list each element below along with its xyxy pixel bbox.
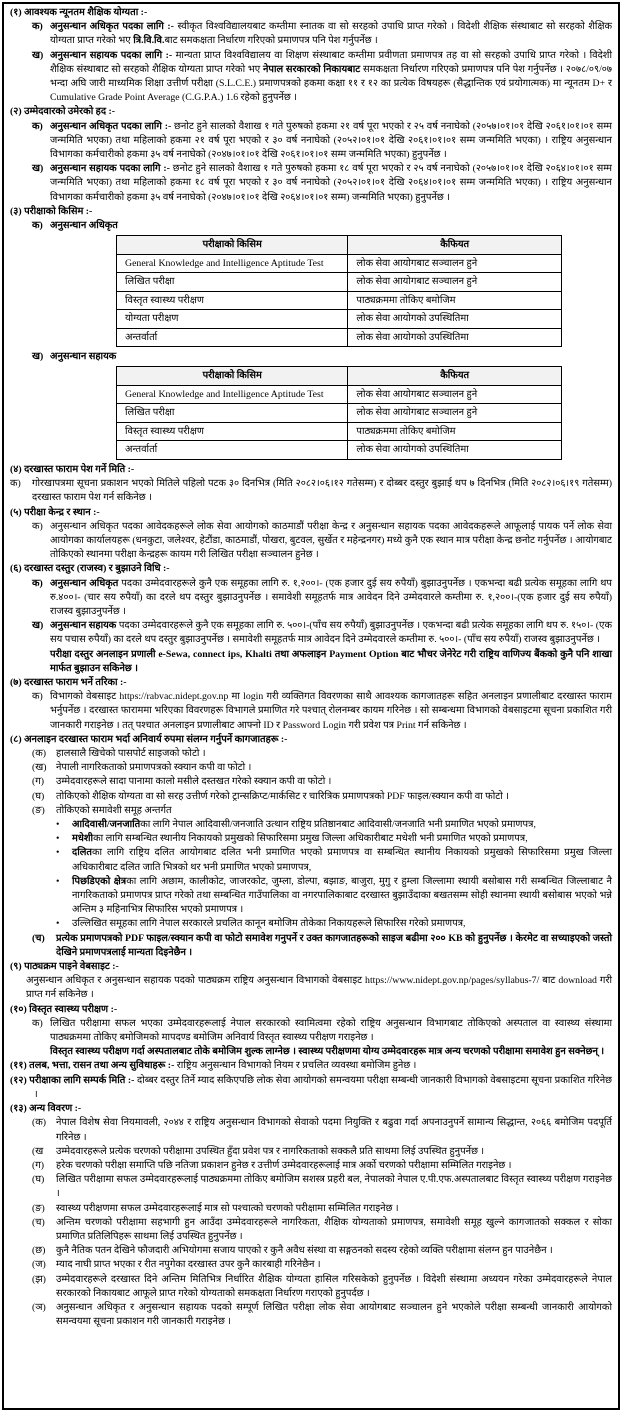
item-label: (घ) (32, 790, 45, 802)
bold-text-run: अनुसन्धान अधिकृत (50, 220, 118, 232)
section-title: दरखास्त दस्तुर (राजस्व) र बुझाउने विधि :- (21, 563, 170, 575)
text-run: अन्तिम चरणको परीक्षामा सहभागी हुन आउँदा उम्मेदवारहरूले नागरिकता, शैक्षिक योग्यताको प्रमाणपत्र, समावेशी समूह खुल्ने कागजातको सक्कल र सोका प्रमाणित प्रतिलिपिहरू साथमा लिई उपस्थित हुनुपर्नेछ । (56, 1216, 612, 1242)
text-run: म्याद नाघी प्राप्त भएका र रीत नपुगेका दरखास्त उपर कुनै कारबाही गरिनेछैन । (56, 1259, 321, 1271)
doc-item (10, 1173, 612, 1201)
section-title: विस्तृत स्वास्थ्य परीक्षण :- (26, 1003, 118, 1015)
section-title: परीक्षाको किसिम :- (21, 205, 93, 217)
table-row (117, 404, 562, 423)
table-cell: विस्तृत स्वास्थ्य परीक्षण (117, 291, 348, 310)
item-label: क) (32, 691, 43, 703)
section-title: परीक्षा केन्द्र र स्थान :- (21, 506, 100, 518)
bullet-item (10, 875, 612, 918)
text-run: लिखित परीक्षामा सफल भएका उम्मेदवारहरूलाई नेपाल सरकारको स्वामित्वमा रहेको राष्ट्रिय अनुसन्धान विभागबाट तोकिएको अस्पताल वा स्वास्थ्य संस्थामा पाठ्यक्रममा तोकिए बमोजिमको मापदण्ड बमोजिम अनिवार्य विस्तृत स्वास्थ्य परीक्षण गराइनेछ । (50, 1017, 612, 1044)
exam-type-table (116, 366, 562, 460)
text-run: कुनै नैतिक पतन देखिने फौजदारी अभियोगमा सजाय पाएको र कुनै अवैध संस्था वा सङ्गठनको सदस्य रहेको व्यक्ति परीक्षामा संलग्न हुन पाउनेछैन । (56, 1245, 553, 1257)
bold-text-run: अनुसन्धान अधिकृत पदका लागि :- (50, 21, 174, 33)
bold-text-run: अनुसन्धान सहायक पदका लागि :- (50, 163, 170, 175)
doc-item (10, 520, 612, 563)
text-run: तोकिएको समावेशी समूह अन्तर्गत (56, 804, 172, 816)
section-heading (10, 1074, 612, 1102)
doc-item (10, 1017, 612, 1045)
section-title: उम्मेदवारको उमेरको हद :- (21, 106, 116, 118)
bold-text-run: अनुसन्धान अधिकृत (50, 577, 119, 589)
table-header-cell: परीक्षाको किसिम (117, 367, 348, 386)
bold-text-run: पिछडिएको क्षेत्र (72, 875, 127, 887)
table-cell: योग्यता परीक्षण (117, 310, 348, 329)
doc-item (10, 790, 612, 804)
text-run: पदका उम्मेदवारहरूले कुनै एक समूहका लागि रु. १,२००।- (एक हजार दुई सय रुपैयाँ) बुझाउनुपर्नेछ । एकभन्दा बढी प्रत्येक समूहका लागि थप रु.४००।- (चार सय रुपैयाँ) का दरले थप दस्तुर बुझाउनुपर्नेछ । समावेशी समूहतर्फ मात्र आवेदन दिने उम्मेदवारले कम्तीमा रु. १,२००।-(एक हजार दुई सय रुपैयाँ) राजस्व बुझाउनुपर्नेछ । (50, 577, 612, 617)
bullet-item (10, 846, 612, 874)
table-row (117, 385, 562, 404)
doc-item (10, 219, 612, 233)
section-heading (10, 105, 612, 119)
table-cell: लिखित परीक्षा (117, 404, 348, 423)
section-title: दरखास्त फाराम भर्ने तरिका :- (21, 677, 127, 688)
table-row (117, 310, 562, 329)
text-run: अनुसन्धान अधिकृत पदका आवेदकहरूले लोक सेवा आयोगको काठमाडौं परीक्षा केन्द्र र अनुसन्धान सहायक पदका आवेदकहरूले आफूलाई पायक पर्ने लोक सेवा आयोगका कार्यालयहरू (धनकुटा, जलेश्वर, हेटौंडा, काठमाडौं, पोखरा, बुटवल, सुर्खेत र महेन्द्रनगर) मध्ये कुनै एक स्थान मात्र परीक्षा केन्द्र छनोट गर्नुपर्नेछ । आयोगबाट तोकिएको स्थानमा परीक्षा केन्द्रहरू कायम गरी लिखित परीक्षा सञ्चालन हुनेछ । (50, 520, 612, 561)
text-run: उल्लिखित समूहका लागि नेपाल सरकारले प्रचलित कानून बमोजिम तोकेका निकायहरूले सिफारिस गरेको प्रमाणपत्र, (72, 918, 466, 930)
doc-item (10, 1202, 612, 1216)
bold-text-run: त्रि.वि.वि. (133, 35, 165, 47)
item-label: (ग) (32, 776, 45, 788)
text-run: नेपाली नागरिकताको प्रमाणपत्रको स्क्यान कपी वा फोटो । (56, 762, 252, 774)
item-label: (ज) (32, 1259, 46, 1271)
table-header-row (117, 367, 562, 386)
text-run: स्वीकृत विश्वविद्यालयबाट कम्तीमा स्नातक वा सो सरहको उपाधि प्राप्त गरेको । विदेशी शैक्षिक संस्थाबाट सो सरहको शैक्षिक योग्यता प्राप्त गरेको भए (50, 21, 612, 47)
doc-item (10, 761, 612, 775)
table-row (117, 254, 562, 273)
text-run: का लागि नेपाल आदिवासी/जनजाति उत्थान राष्ट्रिय प्रतिष्ठानबाट आदिवासी/जनजाति भनी प्रमाणित भएको प्रमाणपत्र, (140, 819, 536, 831)
table-cell: लोक सेवा आयोगबाट सञ्चालन हुने (348, 404, 562, 423)
text-run: गोरखापत्रमा सूचना प्रकाशन भएको मितिले पहिलो पटक ३० दिनभित्र (मिति २०८२।०६।१२ गतेसम्म) र दोब्बर दस्तुर बुझाई थप ७ दिनभित्र (मिति २०८२।०६।१९ गतेसम्म) दरखास्त फाराम पेश गर्न सकिनेछ । (32, 478, 612, 504)
section-title: अनलाइन दरखास्त फाराम भर्दा अनिवार्य रुपमा संलग्न गर्नुपर्ने कागजातहरू :- (21, 733, 288, 745)
item-label: ख) (32, 351, 44, 363)
table-cell: लोक सेवा आयोगको उपस्थितिमा (348, 328, 562, 347)
doc-item (10, 1273, 612, 1301)
section-heading (10, 205, 612, 219)
notice-document (10, 6, 612, 1329)
doc-paragraph (10, 1045, 612, 1059)
doc-item (10, 1159, 612, 1173)
section-number: (१३) (10, 1103, 27, 1115)
text-run: छनोट हुने सालको वैशाख १ गते पुरुषको हकमा २१ वर्ष पूरा भएको र २५ वर्ष ननाघेको (२०५७।०१।०१ देखि २०६१।०१।०१ सम्म जन्ममिति भएका) तथा महिलाको हकमा २१ वर्ष पूरा भएको र ३० वर्ष ननाघेको (२०५२।०१।०१ देखि २०६१।०१।०१ सम्म जन्ममिति भएका) । राष्ट्रिय अनुसन्धान विभागका कर्मचारीको हकमा ३५ वर्ष ननाघेको (२०४७।०१।०१ देखि २०६१।०१।०१ सम्म जन्ममिति भएका) हुनुपर्नेछ । (50, 120, 612, 161)
text-run: राष्ट्रिय अनुसन्धान विभागको नियम र प्रचलित व्यवस्था बमोजिम हुनेछ । (174, 1060, 417, 1072)
section-title: पाठ्यक्रम पाइने वेबसाइट :- (21, 961, 119, 973)
section-heading (10, 6, 612, 20)
text-run: हरेक चरणको परीक्षा समाप्ति पछि नतिजा प्रकाशन हुनेछ र उत्तीर्ण उम्मेदवारहरूलाई मात्र अर्को चरणको परीक्षामा सम्मिलित गराइनेछ । (56, 1159, 512, 1171)
section-heading (10, 463, 612, 477)
section-title: आवश्यक न्यूनतम शैक्षिक योग्यता :- (21, 7, 148, 18)
table-cell: लोक सेवा आयोगबाट सञ्चालन हुने (348, 273, 562, 292)
item-label: क) (32, 120, 43, 132)
text-run: छनोट हुने सालको वैशाख १ गते पुरुषको हकमा १८ वर्ष पूरा भएको र २५ वर्ष ननाघेको (२०५७।०१।०१ देखि २०६४।०१।०१ सम्म जन्ममिति भएका) तथा महिलाको हकमा १८ वर्ष पूरा भएको र ३० वर्ष ननाघेको (२०५२।०१।०१ देखि २०६४।०१।०१ सम्म जन्ममिति भएका) । राष्ट्रिय अनुसन्धान विभागका कर्मचारीको हकमा ३५ वर्ष ननाघेको (२०४७।०१।०१ देखि २०६४।०१।०१ सम्म) जन्ममिति भएका) हुनुपर्नेछ । (50, 163, 612, 203)
bold-text-run: परीक्षा दस्तुर अनलाइन प्रणाली e-Sewa, connect ips, Khalti तथा अफलाइन Payment Option बाट भौचर जेनेरेट गरी राष्ट्रिय वाणिज्य बैंकको कुनै पनि शाखा मार्फत बुझाउन सकिनेछ । (50, 648, 612, 674)
table-cell: लोक सेवा आयोगको उपस्थितिमा (348, 441, 562, 460)
text-run: दोब्बर दस्तुर तिर्ने म्याद सकिएपछि लोक सेवा आयोगको समन्वयमा परीक्षा सम्बन्धी जानकारी विभागको वेबसाइटमा सूचना प्रकाशित गरिनेछ । (34, 1074, 613, 1100)
section-heading (10, 562, 612, 576)
text-run: का लागि अछाम, कालीकोट, जाजरकोट, जुम्ला, डोल्पा, बझाङ, बाजुरा, मुगु र हुम्ला जिल्लामा स्थायी बसोबास गरी सम्बन्धित जिल्लाबाट नै नागरिकताको प्रमाणपत्र प्राप्त गरेको तथा सम्बन्धित गाउँपालिका वा नगरपालिकाबाट दरखास्त बुझाउँदाका बखतसम्म सोही स्थानमा स्थायी बसोबास भएको भन्ने अन्तिम ३ महिनाभित्र सिफारिस भएको प्रमाणपत्र । (72, 875, 612, 916)
table-cell: General Knowledge and Intelligence Aptitude Test (117, 385, 348, 404)
doc-item (10, 120, 612, 163)
item-label: (घ) (32, 1174, 45, 1186)
table-cell: पाठ्यक्रममा तोकिए बमोजिम (348, 291, 562, 310)
doc-item (10, 775, 612, 789)
bold-text-run: अनुसन्धान सहायक (50, 351, 117, 363)
section-number: (१) (10, 7, 22, 18)
doc-item (10, 162, 612, 205)
text-run: बाट समकक्षता निर्धारण गरिएको प्रमाणपत्र पनि पेश गर्नुपर्नेछ । (164, 35, 378, 47)
bold-text-run: अनुसन्धान सहायक पदका लागि :- (50, 49, 173, 61)
section-number: (१०) (10, 1003, 27, 1015)
doc-item (10, 1244, 612, 1258)
doc-paragraph (10, 974, 612, 1002)
text-run: का लागि सम्बन्धित स्थानीय निकायको प्रमुखको सिफारिसमा प्रमुख जिल्ला अधिकारीबाट मधेशी भनी प्रमाणित भएको प्रमाणपत्र, (93, 833, 528, 845)
text-run: अनुसन्धान अधिकृत र अनुसन्धान सहायक पदको सम्पूर्ण लिखित परीक्षा लोक सेवा आयोगबाट सञ्चालन हुने भएकोले परीक्षा सम्बन्धी जानकारी आयोगको समन्वयमा सूचना प्रकाशन गरी जानकारी गराइनेछ । (56, 1301, 612, 1328)
bold-text-run: प्रत्येक प्रमाणपत्रको PDF फाइल/स्क्यान कपी वा फोटो समावेश गनुपर्ने र उक्त कागजातहरूको साइज बढीमा २०० KB को हुनुपर्नेछ । केरमेट वा सच्याइएको जस्तो देखिने प्रमाणपत्रलाई मान्यता दिइनेछैन । (56, 932, 612, 958)
exam-type-table (116, 235, 562, 347)
table-row (117, 291, 562, 310)
text-run: विभागको वेबसाइट https://rabvac.nidept.gov.np मा login गरी व्यक्तिगत विवरणका साथै आवश्यक कागजातहरू सहित अनलाइन प्रणालीबाट दरखास्त फाराम भर्नुपर्नेछ । दरखास्त फाराममा भरिएका विवरणहरू विभागले प्रमाणित गरे पश्चात् रोलनम्बर कायम गरिनेछ । सो सम्बन्धमा विभागको वेबसाइटमा सूचना प्रकाशित गरी जानकारी गराइनेछ । तत् पश्चात अनलाइन प्रणालीबाट आफ्नो ID र Password Login गरी प्रवेश पत्र Print गर्न सकिनेछ । (50, 691, 612, 731)
bold-text-run: विस्तृत स्वास्थ्य परीक्षण गर्दा अस्पतालबाट तोके बमोजिम शुल्क लाग्नेछ । स्वास्थ्य परीक्षणमा योग्य उम्मेदवारहरू मात्र अन्य चरणको परीक्षामा समावेश हुन सक्नेछन् । (50, 1046, 605, 1058)
text-run: का लागि राष्ट्रिय दलित आयोगबाट दलित भनी प्रमाणित भएको प्रमाणपत्र वा सम्बन्धित स्थानीय निकायको प्रमुखको सिफारिसमा प्रमुख जिल्ला अधिकारीबाट दलित जाति भित्रको थर भनी प्रमाणित भएको प्रमाणपत्र, (72, 847, 612, 873)
item-label: क) (32, 21, 43, 33)
table-header-row (117, 236, 562, 255)
section-number: (५) (10, 506, 22, 518)
doc-item (10, 1116, 612, 1144)
doc-paragraph (10, 648, 612, 676)
section-heading (10, 733, 612, 747)
item-label: (छ) (32, 1245, 46, 1257)
item-label: क) (32, 220, 43, 232)
item-label: (ग) (32, 1159, 45, 1171)
item-label: (च) (32, 932, 45, 944)
text-run: स्वास्थ्य परीक्षणमा सफल उम्मेदवारहरूलाई मात्र सो पश्चात्को चरणको परीक्षामा सम्मिलित गराइनेछ । (56, 1202, 399, 1214)
table-header-cell: परीक्षाको किसिम (117, 236, 348, 255)
bullet-marker-icon: • (56, 833, 60, 845)
text-run: उम्मेदवारहरूले सादा पानामा कालो मसीले दस्तखत गरेको स्क्यान कपी वा फोटो । (56, 776, 332, 788)
bold-text-run: दलित (72, 847, 92, 859)
table-cell: लिखित परीक्षा (117, 273, 348, 292)
section-number: (७) (10, 677, 22, 688)
table-cell: लोक सेवा आयोगबाट सञ्चालन हुने (348, 385, 562, 404)
doc-item (10, 477, 612, 505)
section-number: (३) (10, 205, 22, 217)
item-label: क) (32, 520, 43, 532)
section-number: (४) (10, 463, 22, 475)
item-label: क) (32, 577, 43, 589)
section-heading (10, 676, 612, 690)
text-run: लिखित परीक्षामा सफल उम्मेदवारहरूलाई पाठ्यक्रममा तोकिए बमोजिम सशस्त्र प्रहरी बल, नेपालको नेपाल ए.पी.एफ.अस्पतालबाट विस्तृत स्वास्थ्य परीक्षण गराइनेछ । (56, 1174, 612, 1200)
section-heading (10, 1102, 612, 1116)
doc-item (10, 1258, 612, 1272)
table-row (117, 273, 562, 292)
bold-text-run: मधेशी (72, 833, 94, 845)
text-run: उम्मेदवारहरूले दरखास्त दिने अन्तिम मितिभित्र निर्धारित शैक्षिक योग्यता हासिल गरिसकेको हुनुपर्नेछ । विदेशी संस्थामा अध्ययन गरेका उम्मेदवारहरूले नेपाल सरकारको निकायबाट आफूले प्राप्त गरेको योग्यताको समकक्षता निर्धारण गराएको हुनुपर्दछ । (56, 1273, 612, 1299)
item-label: क) (32, 1017, 43, 1029)
table-cell: विस्तृत स्वास्थ्य परीक्षण (117, 422, 348, 441)
doc-item (10, 1301, 612, 1329)
item-label: (झ) (32, 1273, 46, 1285)
section-title: परीक्षाका लागि सम्पर्क मिति :- (26, 1074, 135, 1086)
bullet-item (10, 818, 612, 832)
item-label: (च) (32, 1216, 45, 1228)
doc-item (10, 1145, 612, 1159)
text-run: पदका उम्मेदवारहरूले कुनै एक समूहका लागि रु. ५००।-(पाँच सय रुपैयाँ) बुझाउनुपर्नेछ । एकभन्दा बढी प्रत्येक समूहका लागि थप रु. १५०।- (एक सय पचास रुपैयाँ) का दरले थप दस्तुर बुझाउनुपर्नेछ । समावेशी समूहतर्फ मात्र आवेदन दिने उम्मेदवारले कम्तीमा रु. ५००।- (पाँच सय रुपैयाँ) राजस्व बुझाउनुपर्नेछ । (50, 620, 612, 646)
item-label: ख) (32, 163, 44, 175)
section-heading (10, 1059, 612, 1073)
section-title: तलब, भत्ता, रासन तथा अन्य सुविधाहरू :- (26, 1060, 175, 1072)
table-row (117, 422, 562, 441)
section-number: (१२) (10, 1074, 27, 1086)
item-label: (ङ) (32, 1202, 45, 1214)
bullet-marker-icon: • (56, 847, 60, 859)
table-row (117, 441, 562, 460)
doc-item (10, 747, 612, 761)
table-cell: अन्तर्वार्ता (117, 328, 348, 347)
table-cell: लोक सेवा आयोगबाट सञ्चालन हुने (348, 254, 562, 273)
section-number: (८) (10, 733, 22, 745)
item-label: (क) (32, 748, 47, 760)
bold-text-run: अनुसन्धान सहायक (50, 620, 117, 632)
section-heading (10, 506, 612, 520)
doc-item (10, 690, 612, 733)
bullet-item (10, 917, 612, 931)
section-title: दरखास्त फाराम पेश गर्ने मिति :- (21, 463, 135, 475)
table-cell: पाठ्यक्रममा तोकिए बमोजिम (348, 422, 562, 441)
item-label: ख) (32, 49, 44, 61)
bold-text-run: आदिवासी/जनजाति (72, 819, 141, 831)
table-cell: General Knowledge and Intelligence Aptitude Test (117, 254, 348, 273)
doc-item (10, 577, 612, 620)
section-number: (६) (10, 563, 22, 575)
doc-item (10, 1216, 612, 1244)
section-heading (10, 1003, 612, 1017)
bullet-marker-icon: • (56, 875, 60, 887)
document-page-frame (2, 2, 620, 1410)
bold-text-run: नेपाल सरकारको निकायबाट (262, 63, 361, 75)
item-label: (ङ) (32, 804, 45, 816)
item-label: ख) (32, 620, 44, 632)
item-label: (क) (32, 1117, 47, 1129)
item-label: क) (10, 478, 21, 490)
bold-text-run: अनुसन्धान अधिकृत पदका लागि :- (50, 120, 172, 132)
table-row (117, 328, 562, 347)
item-label: (ख (32, 1145, 44, 1157)
table-header-cell: कैफियत (348, 367, 562, 386)
table-cell: अन्तर्वार्ता (117, 441, 348, 460)
doc-item (10, 49, 612, 106)
text-run: समकक्षता निर्धारण गरिएको प्रमाणपत्र पनि पेश गर्नुपर्नेछ । २०७८/०९/०७ भन्दा अघि जारी माध्यमिक शिक्षा उत्तीर्ण परीक्षा (S.L.C.E.) प्रमाणपत्रको हकमा कक्षा ११ र १२ का प्रत्येक विषयहरू (सैद्धान्तिक एवं प्रयोगात्मक) मा न्यूनतम D+ र Cumulative Grade Point Average (C.G.P.A.) 1.6 रहेको हुनुपर्नेछ । (50, 63, 612, 104)
doc-item (10, 20, 612, 48)
section-number: (२) (10, 106, 22, 118)
bullet-item (10, 832, 612, 846)
section-number: (९) (10, 961, 22, 973)
doc-item (10, 804, 612, 818)
bullet-marker-icon: • (56, 918, 60, 930)
section-number: (११) (10, 1060, 27, 1072)
text-run: तोकिएको शैक्षिक योग्यता वा सो सरह उत्तीर्ण गरेको ट्रान्सक्रिप्ट/मार्कसिट र चारित्रिक प्रमाणपत्रको PDF फाइल/स्क्यान कपी वा फोटो । (56, 790, 509, 802)
text-run: उम्मेदवारहरूले प्रत्येक चरणको परीक्षामा उपस्थित हुँदा प्रवेश पत्र र नागरिकताको सक्कलै प्रति साथमा लिई उपस्थित हुनुपर्नेछ । (56, 1145, 485, 1157)
section-title: अन्य विवरण :- (26, 1103, 82, 1115)
text-run: हालसालै खिचेको पासपोर्ट साइजको फोटो । (56, 748, 206, 760)
section-heading (10, 960, 612, 974)
table-cell: लोक सेवा आयोगको उपस्थितिमा (348, 310, 562, 329)
doc-item (10, 350, 612, 364)
bullet-marker-icon: • (56, 819, 60, 831)
doc-item (10, 619, 612, 647)
text-run: अनुसन्धान अधिकृत र अनुसन्धान सहायक पदको पाठ्यक्रम राष्ट्रिय अनुसन्धान विभागको वेबसाइट https://www.nidept.gov.np/pages/syllabus-7/ बाट download गरी प्राप्त गर्न सकिनेछ । (26, 975, 612, 1001)
text-run: नेपाल विशेष सेवा नियमावली, २०४४ र राष्ट्रिय अनुसन्धान विभागको सेवाको पदमा नियुक्ति र बढुवा गर्दा अपनाउनुपर्ने सामान्य सिद्धान्त, २०६६ बमोजिम पदपूर्ति गरिनेछ । (56, 1117, 612, 1143)
table-header-cell: कैफियत (348, 236, 562, 255)
item-label: (ञ) (32, 1301, 46, 1313)
item-label: (ख) (32, 762, 47, 774)
doc-item (10, 932, 612, 960)
text-run: मान्यता प्राप्त विश्वविद्यालय वा शिक्षण संस्थाबाट कम्तीमा प्रवीणता प्रमाणपत्र तह वा सो सरहको उपाधि प्राप्त गरेको । विदेशी शैक्षिक संस्थाबाट सो सरहको शैक्षिक योग्यता प्राप्त गरेको भए (50, 49, 612, 75)
